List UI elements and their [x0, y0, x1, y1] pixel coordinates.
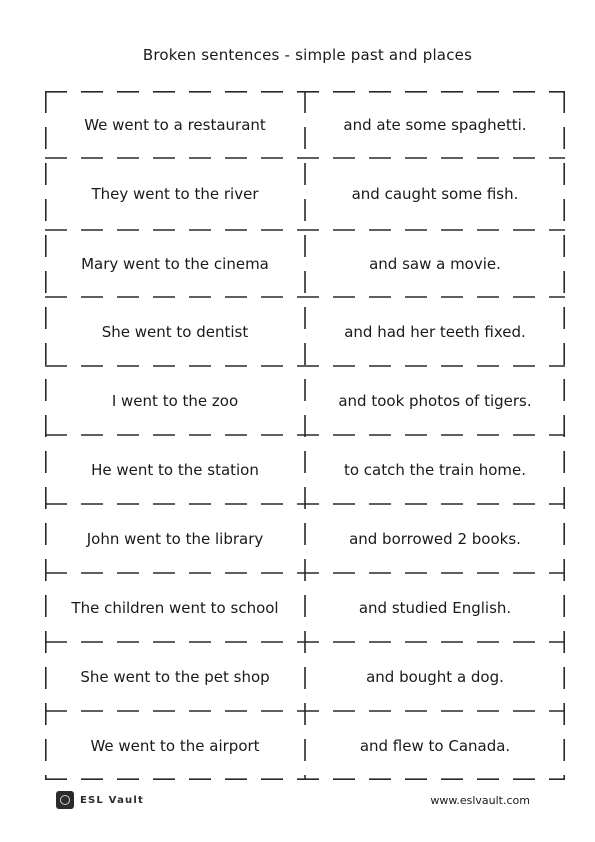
sentence-start: We went to a restaurant: [84, 115, 266, 134]
sentence-start: She went to dentist: [101, 322, 249, 341]
sentence-end: and bought a dog.: [366, 667, 504, 686]
sentence-row: [45, 230, 565, 297]
sentence-start: I went to the zoo: [111, 391, 239, 410]
sentence-start: The children went to school: [71, 598, 279, 617]
sentence-start: Mary went to the cinema: [81, 254, 269, 273]
sentence-card-grid: [45, 91, 565, 780]
sentence-row: [45, 504, 565, 573]
footer-url: www.eslvault.com: [430, 794, 530, 807]
sentence-row: [45, 573, 565, 642]
sentence-end: and took photos of tigers.: [338, 391, 532, 410]
logo-text: ESL Vault: [80, 794, 144, 806]
sentence-row: [45, 91, 565, 158]
sentence-end: and studied English.: [358, 598, 512, 617]
sentence-row: [45, 297, 565, 366]
page-title: Broken sentences - simple past and places: [142, 46, 473, 64]
sentence-start: They went to the river: [91, 185, 259, 203]
sentence-row: [45, 158, 565, 230]
vault-logo-icon: [56, 791, 74, 809]
sentence-end: and flew to Canada.: [359, 736, 511, 755]
sentence-end: and caught some fish.: [351, 185, 519, 203]
sentence-start: She went to the pet shop: [80, 667, 270, 686]
sentence-start: We went to the airport: [90, 736, 260, 755]
sentence-start: He went to the station: [91, 460, 259, 479]
sentence-row: [45, 642, 565, 711]
sentence-end: to catch the train home.: [343, 460, 527, 479]
footer-logo: [56, 791, 144, 809]
sentence-end: and borrowed 2 books.: [349, 529, 521, 548]
sentence-end: and saw a movie.: [369, 254, 501, 273]
sentence-end: and had her teeth fixed.: [344, 322, 526, 341]
sentence-row: [45, 435, 565, 504]
sentence-start: John went to the library: [86, 529, 264, 548]
sentence-row: [45, 711, 565, 780]
sentence-end: and ate some spaghetti.: [343, 115, 527, 134]
sentence-row: [45, 366, 565, 435]
